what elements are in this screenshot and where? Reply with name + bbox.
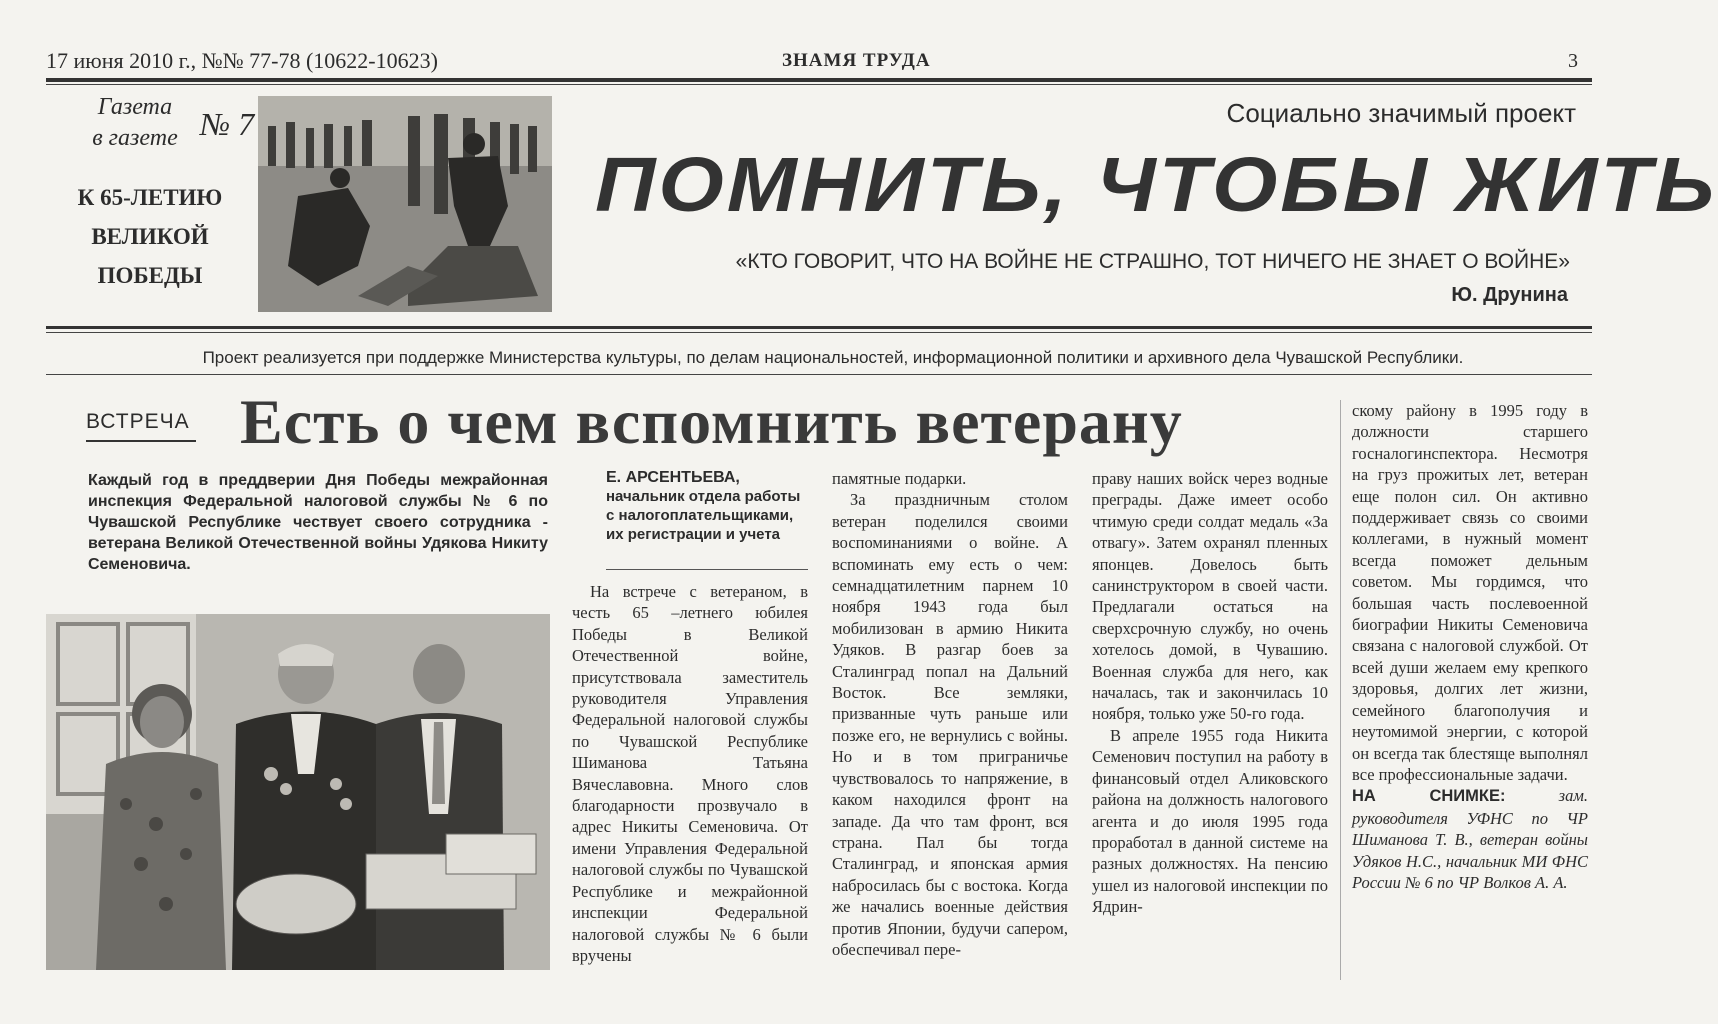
- epigraph-author: Ю. Друнина: [1451, 284, 1568, 306]
- header-rule: [46, 78, 1592, 82]
- page-number: 3: [1568, 50, 1578, 72]
- epigraph-quote: «КТО ГОВОРИТ, ЧТО НА ВОЙНЕ НЕ СТРАШНО, ТОТ НИЧЕГО НЕ ЗНАЕТ О ВОЙНЕ»: [735, 250, 1570, 273]
- byline-rule: [606, 569, 808, 570]
- article-column-2: [832, 468, 1068, 960]
- anniversary-line: ПОБЕДЫ: [97, 263, 203, 288]
- anniversary-label: [60, 178, 240, 295]
- project-rule: [46, 326, 1592, 329]
- caption-text: зам. руководителя УФНС по ЧР Шиманова Т. В., ветеран войны Удяков Н.С., начальник МИ ФНС России № 6 по ЧР Волков А. А.: [1352, 786, 1588, 892]
- rubric-underline: [86, 440, 196, 442]
- paragraph: За праздничным столом ветеран поделился своими воспоминаниями о войне. А вспоминать ему есть о чем: семнадцатилетним парнем 10 ноября 1943 года был мобилизован в армию Никита Удяков. В разгар боев за Сталинград попал на Дальний Восток. Все земляки, призванные чуть раньше или позже его, не вернулись с войны. Но и в том приграничье чувствовалось то напряжение, в каком находился фронт на западе. Да что там фронт, вся страна. Пал бы тогда Сталинград, и японская армия набросилась бы с востока. Когда же начались военные действия против Японии, будучи сапером, обеспечивал пере-: [832, 490, 1068, 959]
- anniversary-line: К 65-ЛЕТИЮ: [77, 185, 223, 210]
- project-rule-thin: [46, 332, 1592, 333]
- article-headline: Есть о чем вспомнить ветерану: [240, 386, 1183, 457]
- article-byline: [606, 468, 808, 544]
- support-note: Проект реализуется при поддержке Министерства культуры, по делам национальностей, информационной политики и архивного дела Чувашской Республики.: [202, 348, 1464, 367]
- caption-label: НА СНИМКЕ:: [1352, 787, 1506, 806]
- project-title: ПОМНИТЬ, ЧТОБЫ ЖИТЬ: [595, 140, 1718, 228]
- anniversary-line: ВЕЛИКОЙ: [91, 224, 209, 249]
- column-divider: [1340, 400, 1341, 980]
- memorial-photo: [258, 96, 552, 312]
- article-lead: Каждый год в преддверии Дня Победы межрайонная инспекция Федеральной налоговой службы № 6 по Чувашской Республике чествует своего сотрудника - ветерана Великой Отечественной войны Удякова Никиту Семеновича.: [88, 472, 548, 573]
- paragraph: На встрече с ветераном, в честь 65 –летнего юбилея Победы в Великой Отечественной войне, присутствовала заместитель руководителя Управления Федеральной налоговой службы по Чувашской Республике Шиманова Татьяна Вячеславовна. Много слов благодарности прозвучало в адрес Никиты Семеновича. От имени Управления Федеральной налоговой службы по Чувашской Республике и межрайонной инспекции Федеральной налоговой службы № 6 были вручены: [572, 582, 808, 965]
- article-column-3: [1092, 468, 1328, 918]
- photo-caption: [1352, 785, 1588, 893]
- series-label: [80, 92, 190, 154]
- rubric-label: ВСТРЕЧА: [86, 410, 190, 433]
- newspaper-name: ЗНАМЯ ТРУДА: [782, 50, 931, 71]
- paragraph: праву наших войск через водные преграды. Даже имеет особо чтимую среди солдат медаль «За отвагу». Затем охранял пленных японцев. Довелось быть санинструктором в своей части. Предлагали остаться на сверхсрочную службу, но очень хотелось домой, в Чувашию. Военная служба для него, как началась, так и закончилась 10 ноября, только уже 50-го года.: [1092, 469, 1328, 724]
- author-title: начальник отдела работы с налогоплательщиками, их регистрации и учета: [606, 488, 801, 543]
- support-rule: [46, 374, 1592, 375]
- article-column-4: [1352, 400, 1588, 893]
- paragraph: скому району в 1995 году в должности старшего госналогинспектора. Несмотря на груз прожитых лет, ветеран еще полон сил. Он активно поддерживает связь со своими коллегами, в нужный момент всегда поможет дельным советом. Мы гордимся, что большая часть послевоенной биографии Никиты Семеновича связана с налоговой службой. От всей души желаем ему крепкого здоровья, долгих лет жизни, семейного благополучия и неутомимой энергии, с которой он всегда так блестяще выполнял все профессиональные задачи.: [1352, 401, 1588, 784]
- issue-date: 17 июня 2010 г., №№ 77-78 (10622-10623): [46, 48, 438, 73]
- paragraph: В апреле 1955 года Никита Семенович поступил на работу в финансовый отдел Аликовского района на должность налогового агента и до июля 1995 года проработал в данной системе на разных должностях. На пенсию ушел из налоговой инспекции по Ядрин-: [1092, 725, 1328, 917]
- project-label: Социально значимый проект: [1226, 98, 1576, 128]
- article-column-1: [572, 581, 808, 966]
- article-photo: [46, 614, 550, 970]
- series-line2: в газете: [92, 125, 178, 151]
- author-name: Е. АРСЕНТЬЕВА,: [606, 469, 740, 486]
- series-line1: Газета: [97, 94, 173, 120]
- header-rule-thin: [46, 84, 1592, 85]
- series-number: № 7: [200, 106, 255, 142]
- paragraph: памятные подарки.: [832, 469, 967, 488]
